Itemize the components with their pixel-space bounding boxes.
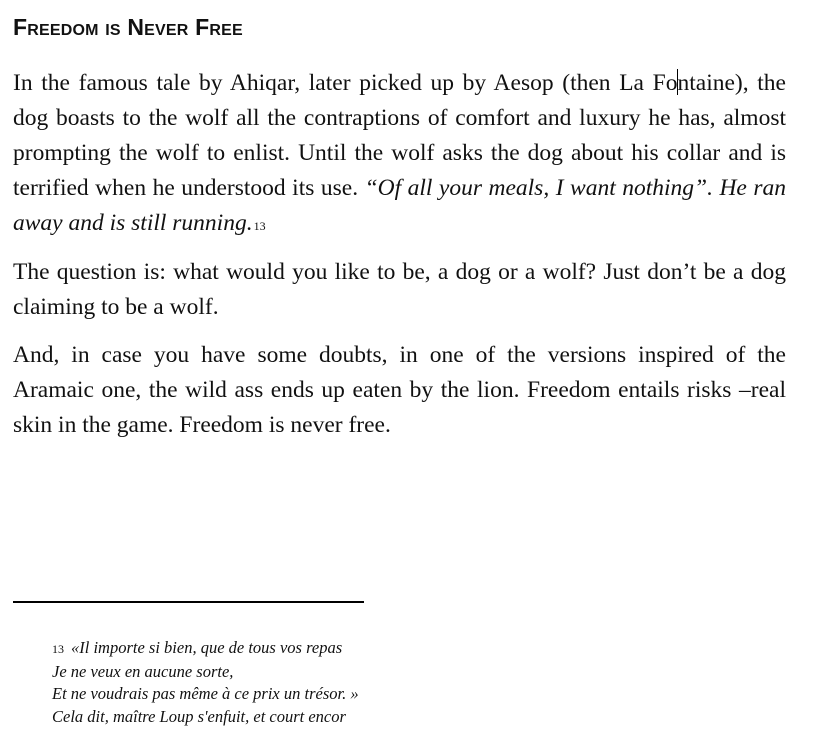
footnote-line: Cela dit, maître Loup s'enfuit, et court encor bbox=[52, 706, 346, 726]
paragraph-wolf-tale[interactable] bbox=[13, 66, 786, 244]
italic-quote: “Of all your meals, I want nothing”. He ran away and is still running. bbox=[13, 175, 787, 236]
paragraph-conclusion[interactable]: And, in case you have some doubts, in one of the versions inspired of the Aramaic one, the wild ass ends up eaten by the lion. Freedom entails risks –real skin in the game. Freedom is never free. bbox=[13, 342, 786, 438]
footnote-number: 13 bbox=[52, 642, 64, 656]
footnote-separator bbox=[13, 601, 364, 603]
footnote bbox=[52, 637, 572, 728]
footnote-line bbox=[52, 637, 572, 661]
footnote-text: «Il importe si bien, que de tous vos repas bbox=[71, 638, 343, 657]
paragraph-text: In the famous tale by Ahiqar, later picked up by Aesop (then La Fo bbox=[13, 70, 678, 96]
paragraph-question[interactable]: The question is: what would you like to be, a dog or a wolf? Just don’t be a dog claiming to be a wolf. bbox=[13, 259, 786, 320]
footnote-reference[interactable]: 13 bbox=[253, 219, 266, 233]
paragraph-text: ntaine), the dog boasts to the wolf all the contraptions of comfort and luxury he has, almost prompting the wolf to enlist. Until the wolf asks the dog about his collar and is terrified when he understood its use. bbox=[13, 70, 786, 201]
footnote-line: Je ne veux en aucune sorte, bbox=[52, 661, 234, 681]
section-heading: Freedom is Never Free bbox=[13, 14, 243, 40]
footnote-line: Et ne voudrais pas même à ce prix un trésor. » bbox=[52, 684, 359, 703]
